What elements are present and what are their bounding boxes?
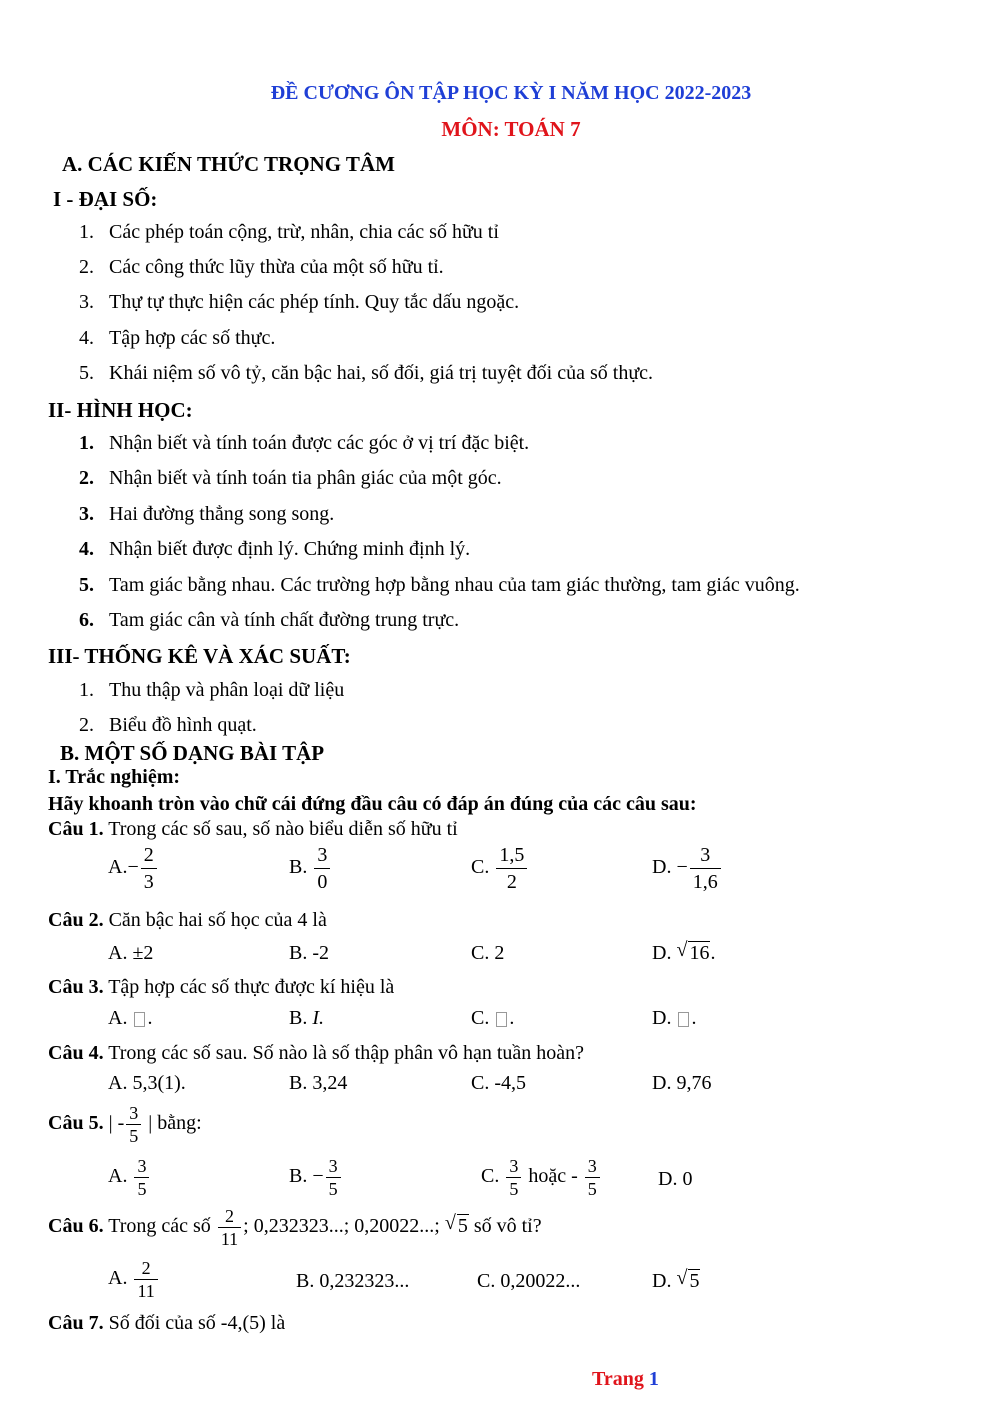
sqrt-symbol: √ 16 (676, 939, 710, 964)
q3-option-a[interactable]: A. . (108, 1007, 153, 1029)
geometry-heading: II- HÌNH HỌC: (48, 398, 193, 422)
q4-option-d[interactable]: D. 9,76 (652, 1072, 712, 1094)
list-item: 2. Biểu đồ hình quạt. (79, 714, 257, 736)
list-item: 1. Nhận biết và tính toán được các góc ở vị trí đặc biệt. (79, 432, 530, 454)
q1-option-b[interactable]: B. $\frac{3}{0}$ (289, 842, 332, 895)
sqrt-symbol: √ 5 (676, 1267, 700, 1292)
list-item: 5. Tam giác bằng nhau. Các trường hợp bằng nhau của tam giác thường, tam giác vuông. (79, 574, 800, 596)
q4-option-a[interactable]: A. 5,3(1). (108, 1072, 186, 1094)
q5-option-c[interactable]: C. $\frac{3}{5}$ hoặc - $\frac{3}{5}$ (481, 1155, 602, 1200)
question-5: Câu 5. | - $\frac{3}{5}$ | bằng: (48, 1103, 202, 1146)
list-item: 6. Tam giác cân và tính chất đường trung trực. (79, 609, 460, 631)
subject-title: MÔN: TOÁN 7 (441, 117, 581, 141)
list-item: 3. Hai đường thẳng song song. (79, 503, 335, 525)
stats-heading: III- THỐNG KÊ VÀ XÁC SUẤT: (48, 644, 351, 668)
list-item: 1. Thu thập và phân loại dữ liệu (79, 679, 345, 701)
q1-option-a[interactable]: A.− $\frac{2}{3}$ (108, 842, 159, 895)
list-item: 2. Các công thức lũy thừa của một số hữu tỉ. (79, 256, 444, 278)
list-item: 4. Nhận biết được định lý. Chứng minh định lý. (79, 538, 471, 560)
question-3: Câu 3. Tập hợp các số thực được kí hiệu là (48, 976, 395, 998)
q6-option-b[interactable]: B. 0,232323... (296, 1270, 410, 1292)
missing-glyph-icon (678, 1012, 689, 1027)
algebra-heading: I - ĐẠI SỐ: (53, 187, 158, 211)
list-item: 1. Các phép toán cộng, trừ, nhân, chia các số hữu tỉ (79, 221, 499, 243)
q3-option-c[interactable]: C. . (471, 1007, 515, 1029)
part1-heading: I. Trắc nghiệm: (48, 766, 181, 788)
instruction-text: Hãy khoanh tròn vào chữ cái đứng đầu câu có đáp án đúng của các câu sau: (48, 793, 697, 815)
q4-option-c[interactable]: C. -4,5 (471, 1072, 526, 1094)
q2-option-c[interactable]: C. 2 (471, 942, 505, 964)
q5-option-a[interactable]: A. $\frac{3}{5}$ (108, 1155, 151, 1200)
q3-option-b[interactable]: B. I. (289, 1007, 325, 1029)
question-6: Câu 6. Trong các số $\frac{2}{11}$ ; 0,232323...; 0,20022...; √ 5 số vô tỉ? (48, 1206, 542, 1249)
q2-option-b[interactable]: B. -2 (289, 942, 329, 964)
q6-option-d[interactable]: D. √ 5 (652, 1267, 700, 1292)
q6-option-a[interactable]: A. $\frac{2}{11}$ (108, 1257, 160, 1302)
list-item: 5. Khái niệm số vô tỷ, căn bậc hai, số đối, giá trị tuyệt đối của số thực. (79, 362, 654, 384)
question-4: Câu 4. Trong các số sau. Số nào là số thập phân vô hạn tuần hoàn? (48, 1042, 585, 1064)
question-2: Câu 2. Căn bậc hai số học của 4 là (48, 909, 327, 931)
q5-option-d[interactable]: D. 0 (658, 1168, 693, 1190)
q1-option-c[interactable]: C. $\frac{1,5}{2}$ (471, 842, 529, 895)
document-title: ĐỀ CƯƠNG ÔN TẬP HỌC KỲ I NĂM HỌC 2022-2023 (270, 82, 752, 104)
missing-glyph-icon (134, 1012, 145, 1027)
q6-option-c[interactable]: C. 0,20022... (477, 1270, 581, 1292)
section-a-heading: A. CÁC KIẾN THỨC TRỌNG TÂM (62, 152, 395, 176)
sqrt-symbol: √ 5 (444, 1212, 468, 1238)
question-7: Câu 7. Số đối của số -4,(5) là (48, 1312, 286, 1334)
list-item: 4. Tập hợp các số thực. (79, 327, 276, 349)
q2-option-d[interactable]: D. √ 16. (652, 939, 716, 964)
section-b-heading: B. MỘT SỐ DẠNG BÀI TẬP (60, 741, 325, 765)
q1-option-d[interactable]: D. − $\frac{3}{1,6}$ (652, 842, 723, 895)
q5-option-b[interactable]: B. − $\frac{3}{5}$ (289, 1155, 343, 1200)
q2-option-a[interactable]: A. ±2 (108, 942, 154, 964)
list-item: 3. Thự tự thực hiện các phép tính. Quy tắc dấu ngoặc. (79, 291, 520, 313)
q4-option-b[interactable]: B. 3,24 (289, 1072, 348, 1094)
list-item: 2. Nhận biết và tính toán tia phân giác của một góc. (79, 467, 502, 489)
q3-option-d[interactable]: D. . (652, 1007, 697, 1029)
missing-glyph-icon (496, 1012, 507, 1027)
page-footer: Trang 1 (592, 1368, 659, 1390)
question-1: Câu 1. Trong các số sau, số nào biểu diễn số hữu tỉ (48, 818, 458, 840)
